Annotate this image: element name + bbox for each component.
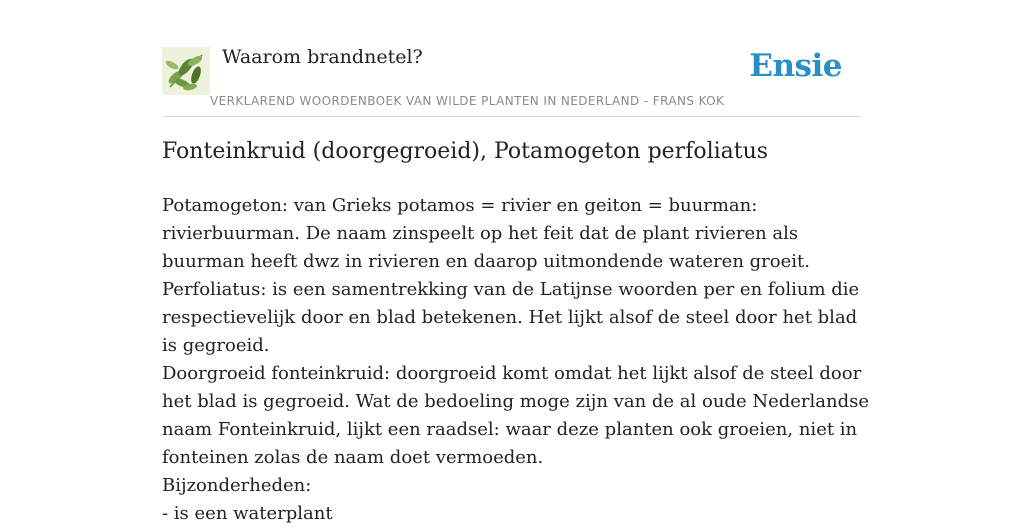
entry-title: Fonteinkruid (doorgegroeid), Potamogeton perfoliatus [162, 139, 769, 164]
nettle-leaves-icon[interactable] [162, 47, 210, 95]
paragraph: Potamogeton: van Grieks potamos = rivier en geiton = buurman: rivierbuurman. De naam zinspeelt op het feit dat de plant rivieren als buurman heeft dwz in rivieren en daarop uitmondende wateren groeit. [162, 195, 810, 272]
paragraph: - is een waterplant [162, 503, 333, 524]
site-subtitle[interactable]: VERKLAREND WOORDENBOEK VAN WILDE PLANTEN IN NEDERLAND - FRANS KOK [210, 94, 725, 108]
ensie-logo[interactable]: Ensie [749, 48, 842, 84]
site-title[interactable]: Waarom brandnetel? [222, 46, 423, 68]
paragraph: Doorgroeid fonteinkruid: doorgroeid komt omdat het lijkt alsof de steel door het blad is gegroeid. Wat de bedoeling moge zijn van de al oude Nederlandse naam Fonteinkruid, lijkt een raadsel: waar deze planten ook groeien, niet in fonteinen zolas de naam doet vermoeden. [162, 363, 870, 468]
paragraph: Bijzonderheden: [162, 475, 312, 496]
paragraph: Perfoliatus: is een samentrekking van de Latijnse woorden per en folium die respectievelijk door en blad betekenen. Het lijkt alsof de steel door het blad is gegroeid. [162, 279, 860, 356]
entry-body [162, 192, 870, 528]
header [162, 44, 862, 117]
